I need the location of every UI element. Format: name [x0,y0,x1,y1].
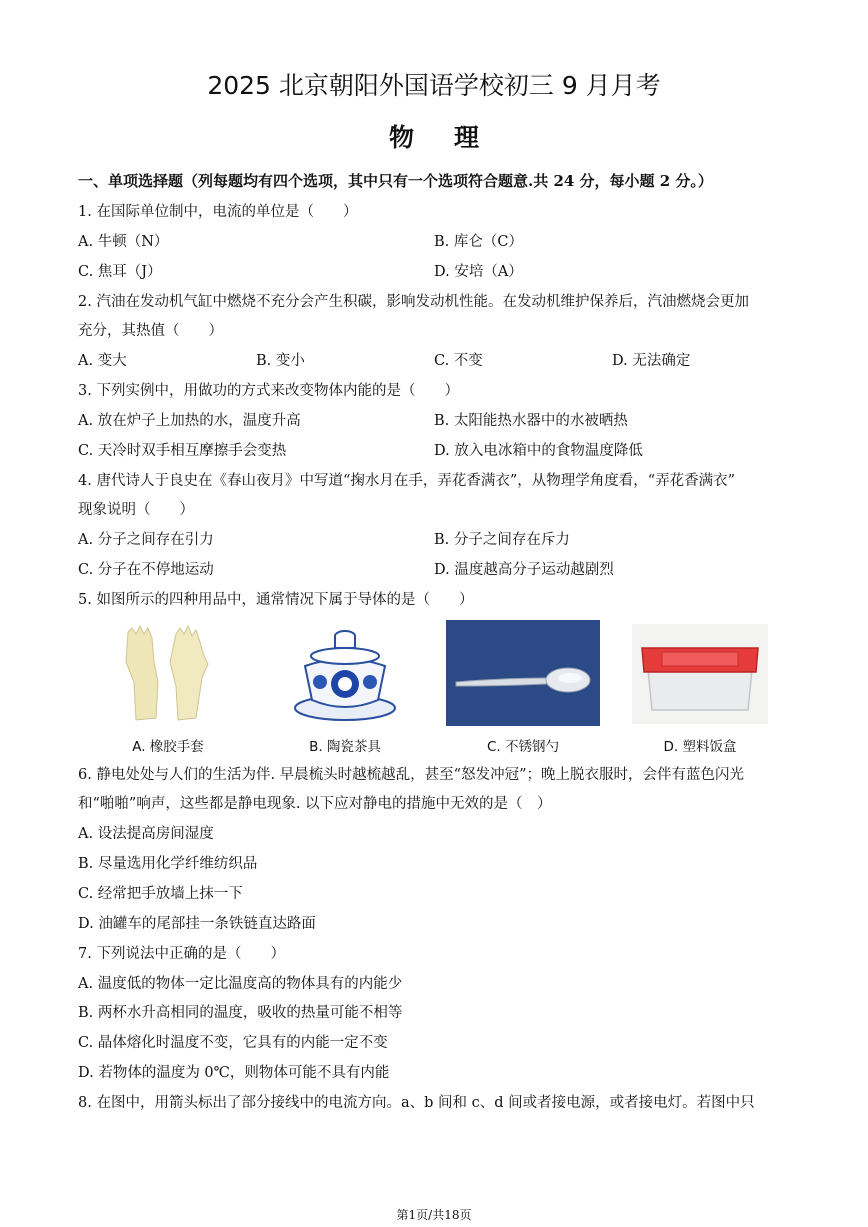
stainless-steel-spoon-image [446,620,600,726]
question-1-option-a: A. 牛顿（N） [78,234,169,250]
question-7-option-d: D. 若物体的温度为 0℃，则物体可能不具有内能 [78,1065,390,1081]
page-footer: 第1页/共18页 [396,1208,472,1222]
question-1-stem: 1. 在国际单位制中，电流的单位是（ ） [78,204,358,220]
question-4-option-d: D. 温度越高分子运动越剧烈 [434,562,614,578]
question-6-option-b: B. 尽量选用化学纤维纺织品 [78,856,258,872]
question-6-option-c: C. 经常把手放墙上抹一下 [78,886,243,902]
question-2-stem-line1: 2. 汽油在发动机气缸中燃烧不充分会产生积碳，影响发动机性能。在发动机维护保养后，汽油燃烧会更加 [78,294,749,310]
question-6-option-a: A. 设法提高房间湿度 [78,826,214,842]
question-2-option-b: B. 变小 [256,353,305,369]
question-8-stem: 8. 在图中，用箭头标出了部分接线中的电流方向。a、b 间和 c、d 间或者接电源，或者接电灯。若图中只 [78,1095,755,1111]
question-7-stem: 7. 下列说法中正确的是（ ） [78,946,285,962]
question-3-option-c: C. 天冷时双手相互摩擦手会变热 [78,443,287,459]
question-2-option-c: C. 不变 [434,353,483,369]
question-5-caption-d: D. 塑料饭盒 [663,739,737,755]
question-7-option-a: A. 温度低的物体一定比温度高的物体具有的内能少 [78,976,403,992]
question-5-caption-a: A. 橡胶手套 [132,739,204,755]
question-3-option-a: A. 放在炉子上加热的水，温度升高 [78,413,301,429]
question-7-option-b: B. 两杯水升高相同的温度，吸收的热量可能不相等 [78,1005,403,1021]
porcelain-tea-set-image [290,622,400,724]
question-4-option-b: B. 分子之间存在斥力 [434,532,570,548]
question-4-stem-line2: 现象说明（ ） [78,502,194,518]
question-1-option-c: C. 焦耳（J） [78,264,162,280]
question-4-stem-line1: 4. 唐代诗人于良史在《春山夜月》中写道“掬水月在手，弄花香满衣”，从物理学角度看，“弄花香满衣” [78,473,736,489]
question-3-option-b: B. 太阳能热水器中的水被晒热 [434,413,628,429]
question-1-option-b: B. 库仑（C） [434,234,523,250]
question-5-caption-c: C. 不锈钢勺 [486,739,559,755]
question-4-option-c: C. 分子在不停地运动 [78,562,214,578]
exam-title: 2025 北京朝阳外国语学校初三 9 月月考 [207,71,661,100]
question-3-stem: 3. 下列实例中，用做功的方式来改变物体内能的是（ ） [78,383,459,399]
subject-heading: 物理 [388,123,519,152]
question-5-stem: 5. 如图所示的四种用品中，通常情况下属于导体的是（ ） [78,592,474,608]
question-1-option-d: D. 安培（A） [434,264,523,280]
question-2-option-a: A. 变大 [78,353,127,369]
question-7-option-c: C. 晶体熔化时温度不变，它具有的内能一定不变 [78,1035,388,1051]
question-6-stem-line1: 6. 静电处处与人们的生活为伴. 早晨梳头时越梳越乱，甚至“怒发冲冠”；晚上脱衣服时，会伴有蓝色闪光 [78,767,744,783]
section-heading: 一、单项选择题（列每题均有四个选项，其中只有一个选项符合题意.共 24 分，每小题 2 分。） [78,172,713,190]
question-2-stem-line2: 充分，其热值（ ） [78,323,223,339]
rubber-gloves-image [120,622,216,724]
question-4-option-a: A. 分子之间存在引力 [78,532,214,548]
question-5-caption-b: B. 陶瓷茶具 [309,739,381,755]
question-6-option-d: D. 油罐车的尾部挂一条铁链直达路面 [78,916,316,932]
question-2-option-d: D. 无法确定 [612,353,691,369]
question-3-option-d: D. 放入电冰箱中的食物温度降低 [434,443,643,459]
plastic-lunch-box-image [632,624,768,724]
question-6-stem-line2: 和“啪啪”响声，这些都是静电现象. 以下应对静电的措施中无效的是（ ） [78,796,552,812]
